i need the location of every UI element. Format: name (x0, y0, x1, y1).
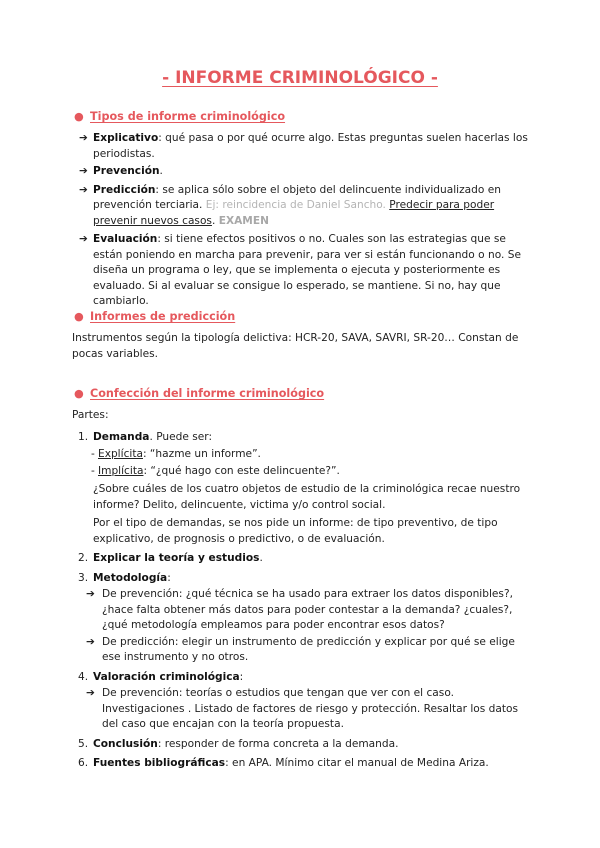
dash-bullet: - (91, 464, 95, 477)
dash-item-implicita (72, 464, 528, 480)
numbered-item-valoracion (72, 670, 528, 686)
period: . (211, 214, 216, 227)
section-heading-prediccion (72, 309, 528, 327)
term-metodologia: Metodología (93, 571, 168, 584)
section-confeccion-informe (72, 386, 528, 772)
section-heading-tipos (72, 109, 528, 127)
paragraph-instrumentos: Instrumentos según la tipología delictiva: HCR-20, SAVA, SAVRI, SR-20… Constan de pocas variables. (72, 332, 519, 360)
example-text: Ej: reincidencia de Daniel Sancho. (205, 199, 386, 211)
paragraph-objetos: ¿Sobre cuáles de los cuatro objetos de estudio de la criminológica recae nuestro informe? Delito, delincuente, victima y/o control social. (93, 483, 521, 511)
dash-item-explicita (72, 447, 528, 463)
exam-tag: EXAMEN (218, 214, 269, 227)
section-tipos-informe (72, 109, 528, 310)
text-prediccion: : se aplica sólo sobre el objeto del delincuente individualizado en prevención terciaria. (93, 183, 501, 211)
list-item-evaluacion (72, 232, 528, 310)
text-implicita: : “¿qué hago con este delincuente?”. (143, 464, 340, 477)
heading-text: Confección del informe criminológico (90, 387, 325, 400)
text-metodologia: : (167, 571, 171, 584)
heading-text: Tipos de informe criminológico (90, 110, 286, 123)
term-fuentes: Fuentes bibliográficas (93, 757, 226, 769)
numbered-item-demanda (72, 430, 528, 446)
numbered-item-teoria (72, 551, 528, 567)
arrow-icon: ➔ (79, 183, 88, 196)
sub-item-valoracion-prevencion (72, 686, 528, 733)
term-prediccion: Predicción (93, 183, 156, 196)
section-informes-prediccion (72, 309, 528, 362)
text-explicativo: : qué pasa o por qué ocurre algo. Estas preguntas suelen hacerlas los periodistas. (93, 132, 528, 160)
term-explicativo: Explicativo (93, 132, 159, 144)
paragraph-partes: Partes: (72, 409, 109, 421)
term-prevencion: Prevención (93, 165, 160, 177)
arrow-icon: ➔ (86, 588, 95, 600)
text-evaluacion: : si tiene efectos positivos o no. Cuales son las estrategias que se están poniendo en marcha para prevenir, para ver si están funcionando o no. Se diseña un programa o ley, que se implementa o ejecuta y posteriormente es evaluado. Si al evaluar se consigue lo esperado, se mantiene. Si no, hay que cambiarlo. (93, 233, 521, 307)
text-demanda: . Puede ser: (149, 430, 213, 443)
text-metodologia-prevencion: De prevención: ¿qué técnica se ha usado para extraer los datos disponibles?, ¿hace falta obtener más datos para poder contestar a la demanda? ¿cuales?, ¿qué metodología empleamos para poder encontrar esos datos? (102, 588, 513, 631)
text-explicita: : “hazme un informe”. (143, 448, 261, 460)
arrow-icon: ➔ (86, 635, 95, 648)
term-conclusion: Conclusión (93, 737, 158, 750)
arrow-icon: ➔ (79, 165, 88, 177)
text-fuentes: : en APA. Mínimo citar el manual de Medina Ariza. (225, 757, 489, 769)
arrow-icon: ➔ (86, 687, 95, 699)
sub-item-metodologia-prediccion (72, 635, 528, 666)
item-number: 2. (78, 552, 89, 564)
list-item-prediccion (72, 183, 528, 230)
item-number: 4. (78, 670, 89, 683)
text-teoria: . (259, 552, 263, 564)
item-number: 1. (78, 430, 89, 443)
term-teoria: Explicar la teoría y estudios (93, 552, 260, 564)
section-heading-confeccion (72, 386, 528, 404)
text-valoracion: : (239, 670, 244, 683)
term-implicita: Implícita (98, 464, 144, 477)
bullet-dot-icon: ● (74, 387, 84, 400)
text-prevencion: . (159, 165, 163, 177)
item-number: 6. (78, 757, 89, 769)
sub-item-metodologia-prevencion (72, 587, 528, 634)
list-item-prevencion (72, 164, 528, 180)
item-number: 5. (78, 737, 89, 750)
text-valoracion-prevencion: De prevención: teorías o estudios que tengan que ver con el caso. Investigaciones . Listado de factores de riesgo y protección. Resaltar los datos del caso que encajan con la teoría propuesta. (102, 687, 519, 730)
bullet-dot-icon: ● (74, 310, 84, 323)
term-valoracion: Valoración criminológica (93, 670, 240, 683)
paragraph-tipo-demandas: Por el tipo de demandas, se nos pide un informe: de tipo preventivo, de tipo explicativo, de prognosis o predictivo, o de evaluación. (93, 517, 498, 545)
underlined-note: Predecir para poder prevenir nuevos casos (93, 199, 495, 227)
term-demanda: Demanda (93, 430, 150, 443)
item-number: 3. (78, 571, 89, 584)
bullet-dot-icon: ● (74, 110, 84, 123)
numbered-item-metodologia (72, 571, 528, 587)
arrow-icon: ➔ (79, 132, 88, 144)
term-evaluacion: Evaluación (93, 233, 158, 245)
text-conclusion: : responder de forma concreta a la demanda. (157, 737, 399, 750)
numbered-item-conclusion (72, 737, 528, 753)
arrow-icon: ➔ (79, 233, 88, 245)
term-explicita: Explícita (98, 448, 143, 460)
numbered-item-fuentes (72, 756, 528, 772)
dash-bullet: - (91, 448, 95, 460)
list-item-explicativo (72, 131, 528, 162)
heading-text: Informes de predicción (90, 310, 236, 323)
text-metodologia-prediccion: De predicción: elegir un instrumento de predicción y explicar por qué se elige ese instrumento y no otros. (102, 635, 515, 663)
document-title: - INFORME CRIMINOLÓGICO - (162, 68, 438, 88)
